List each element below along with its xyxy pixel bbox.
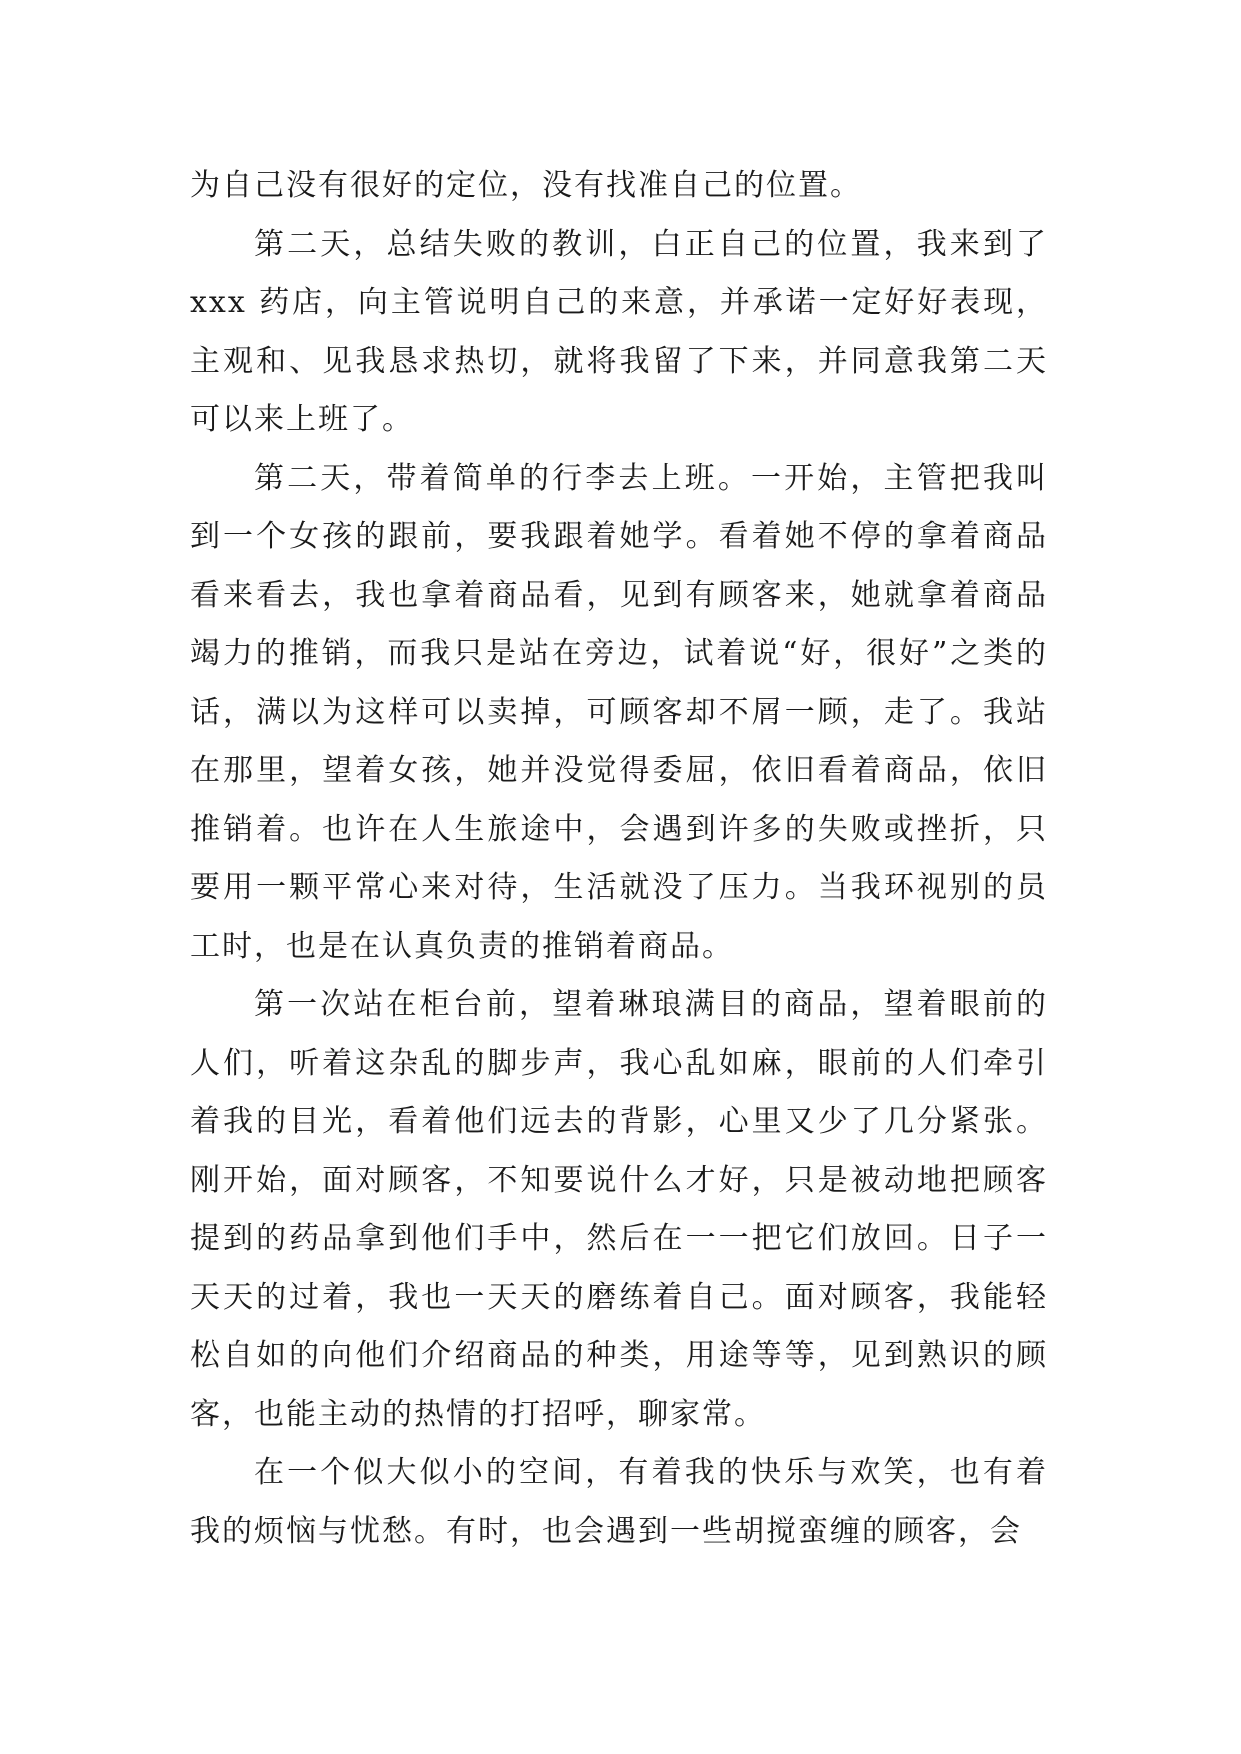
document-body <box>190 157 1048 1561</box>
paragraph-3: 第二天，带着简单的行李去上班。一开始，主管把我叫到一个女孩的跟前，要我跟着她学。看着她不停的拿着商品看来看去，我也拿着商品看，见到有顾客来，她就拿着商品竭力的推销，而我只是站在旁边，试着说“好，很好”之类的话，满以为这样可以卖掉，可顾客却不屑一顾，走了。我站在那里，望着女孩，她并没觉得委屈，依旧看着商品，依旧推销着。也许在人生旅途中，会遇到许多的失败或挫折，只要用一颗平常心来对待，生活就没了压力。当我环视别的员工时，也是在认真负责的推销着商品。 <box>190 460 1048 964</box>
paragraph-5: 在一个似大似小的空间，有着我的快乐与欢笑，也有着我的烦恼与忧愁。有时，也会遇到一些胡搅蛮缠的顾客，会 <box>190 1455 1048 1549</box>
paragraph-2: 第二天，总结失败的教训，白正自己的位置，我来到了xxx 药店，向主管说明自己的来意，并承诺一定好好表现，主观和、见我恳求热切，就将我留了下来，并同意我第二天可以来上班了。 <box>190 226 1048 437</box>
paragraph-1: 为自己没有很好的定位，没有找准自己的位置。 <box>190 168 862 203</box>
paragraph-4: 第一次站在柜台前，望着琳琅满目的商品，望着眼前的人们，听着这杂乱的脚步声，我心乱如麻，眼前的人们牵引着我的目光，看着他们远去的背影，心里又少了几分紧张。刚开始，面对顾客，不知要说什么才好，只是被动地把顾客提到的药品拿到他们手中，然后在一一把它们放回。日子一天天的过着，我也一天天的磨练着自己。面对顾客，我能轻松自如的向他们介绍商品的种类，用途等等，见到熟识的顾客，也能主动的热情的打招呼，聊家常。 <box>190 987 1048 1432</box>
